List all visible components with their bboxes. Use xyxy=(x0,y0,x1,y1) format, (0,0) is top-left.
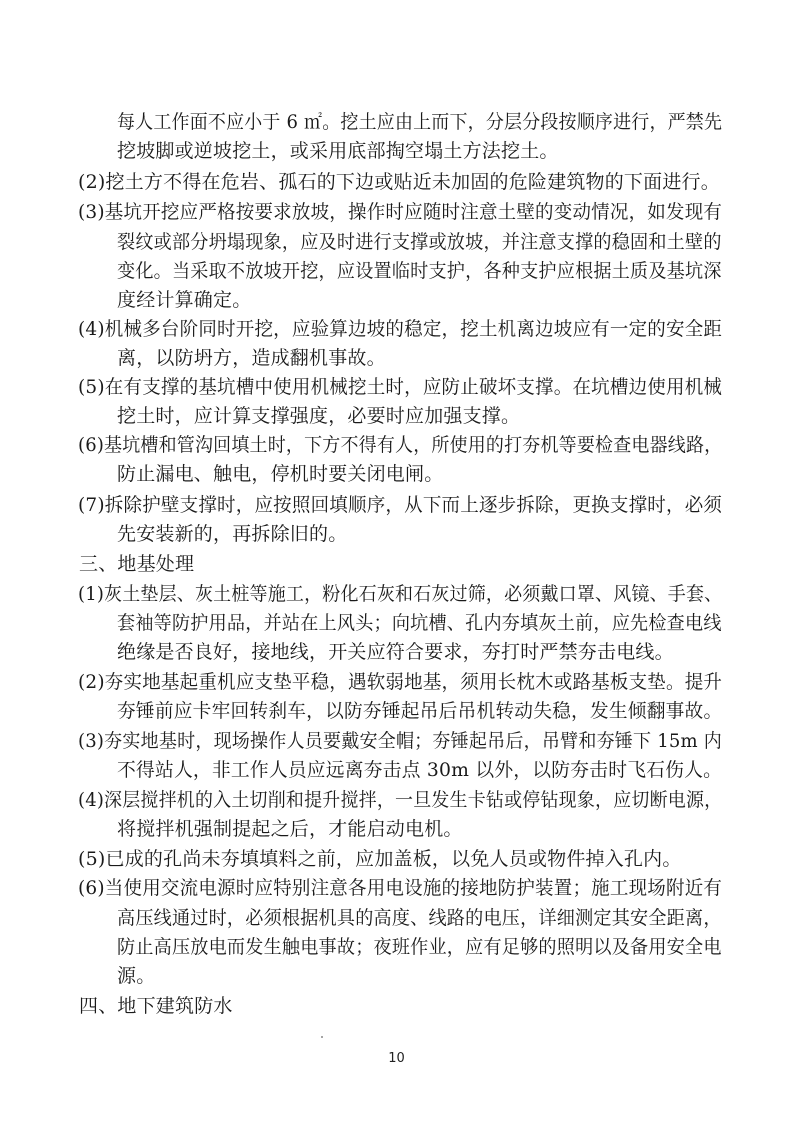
paragraph-line: 裂纹或部分坍塌现象，应及时进行支撑或放坡，并注意支撑的稳固和土壁的 xyxy=(117,231,722,253)
paragraph-line: 先安装新的，再拆除旧的。 xyxy=(117,523,348,545)
paragraph-line: 度经计算确定。 xyxy=(117,289,252,311)
paragraph-line: 防止高压放电而发生触电事故；夜班作业，应有足够的照明以及备用安全电 xyxy=(117,936,722,958)
scan-speck xyxy=(321,1036,323,1038)
paragraph-line: 绝缘是否良好，接地线，开关应符合要求，夯打时严禁夯击电线。 xyxy=(117,641,674,663)
paragraph-line: 源。 xyxy=(117,965,156,987)
paragraph-line: 离，以防坍方，造成翻机事故。 xyxy=(117,347,386,369)
list-item-5: (5)已成的孔尚未夯填填料之前，应加盖板，以免人员或物件掉入孔内。 xyxy=(78,848,682,870)
list-item-2: (2)夯实地基起重机应支垫平稳，遇软弱地基，须用长枕木或路基板支垫。提升 xyxy=(78,671,723,693)
paragraph-line: 变化。当采取不放坡开挖，应设置临时支护，各种支护应根据土质及基坑深 xyxy=(117,260,722,282)
list-item-1: (1)灰土垫层、灰土桩等施工，粉化石灰和石灰过筛，必须戴口罩、风镜、手套、 xyxy=(78,583,723,605)
paragraph-line: 挖土时，应计算支撑强度，必要时应加强支撑。 xyxy=(117,405,521,427)
paragraph-line: 将搅拌机强制提起之后，才能启动电机。 xyxy=(117,818,463,840)
list-item-3: (3)夯实地基时，现场操作人员要戴安全帽；夯锤起吊后，吊臂和夯锤下 15m 内 xyxy=(78,730,723,752)
paragraph-line: 每人工作面不应小于 6 ㎡。挖土应由上而下，分层分段按顺序进行，严禁先 xyxy=(117,111,723,133)
paragraph-line: 不得站人，非工作人员应远离夯击点 30m 以外，以防夯击时飞石伤人。 xyxy=(117,759,723,781)
paragraph-line: 高压线通过时，必须根据机具的高度、线路的电压，详细测定其安全距离， xyxy=(117,907,722,929)
section-heading: 四、地下建筑防水 xyxy=(79,995,233,1017)
paragraph-line: 防止漏电、触电，停机时要关闭电闸。 xyxy=(117,463,444,485)
paragraph-line: 挖坡脚或逆坡挖土，或采用底部掏空塌土方法挖土。 xyxy=(117,140,559,162)
list-item-5: (5)在有支撑的基坑槽中使用机械挖土时，应防止破坏支撑。在坑槽边使用机械 xyxy=(78,376,723,398)
list-item-6: (6)当使用交流电源时应特别注意各用电设施的接地防护装置；施工现场附近有 xyxy=(78,877,723,899)
list-item-4: (4)深层搅拌机的入土切削和提升搅拌，一旦发生卡钻或停钻现象，应切断电源， xyxy=(78,789,723,811)
paragraph-line: 套袖等防护用品，并站在上风头；向坑槽、孔内夯填灰土前，应先检查电线 xyxy=(117,612,722,634)
list-item-3: (3)基坑开挖应严格按要求放坡，操作时应随时注意土壁的变动情况，如发现有 xyxy=(78,201,723,223)
section-heading: 三、地基处理 xyxy=(79,553,195,575)
list-item-2: (2)挖土方不得在危岩、孤石的下边或贴近未加固的危险建筑物的下面进行。 xyxy=(78,171,720,193)
list-item-7: (7)拆除护壁支撑时，应按照回填顺序，从下而上逐步拆除，更换支撑时，必须 xyxy=(78,494,723,516)
paragraph-line: 夯锤前应卡牢回转刹车，以防夯锤起吊后吊机转动失稳，发生倾翻事故。 xyxy=(117,700,723,722)
page-number: 10 xyxy=(388,1051,405,1066)
list-item-4: (4)机械多台阶同时开挖，应验算边坡的稳定，挖土机离边坡应有一定的安全距 xyxy=(78,318,723,340)
list-item-6: (6)基坑槽和管沟回填土时，下方不得有人，所使用的打夯机等要检查电器线路， xyxy=(78,434,723,456)
